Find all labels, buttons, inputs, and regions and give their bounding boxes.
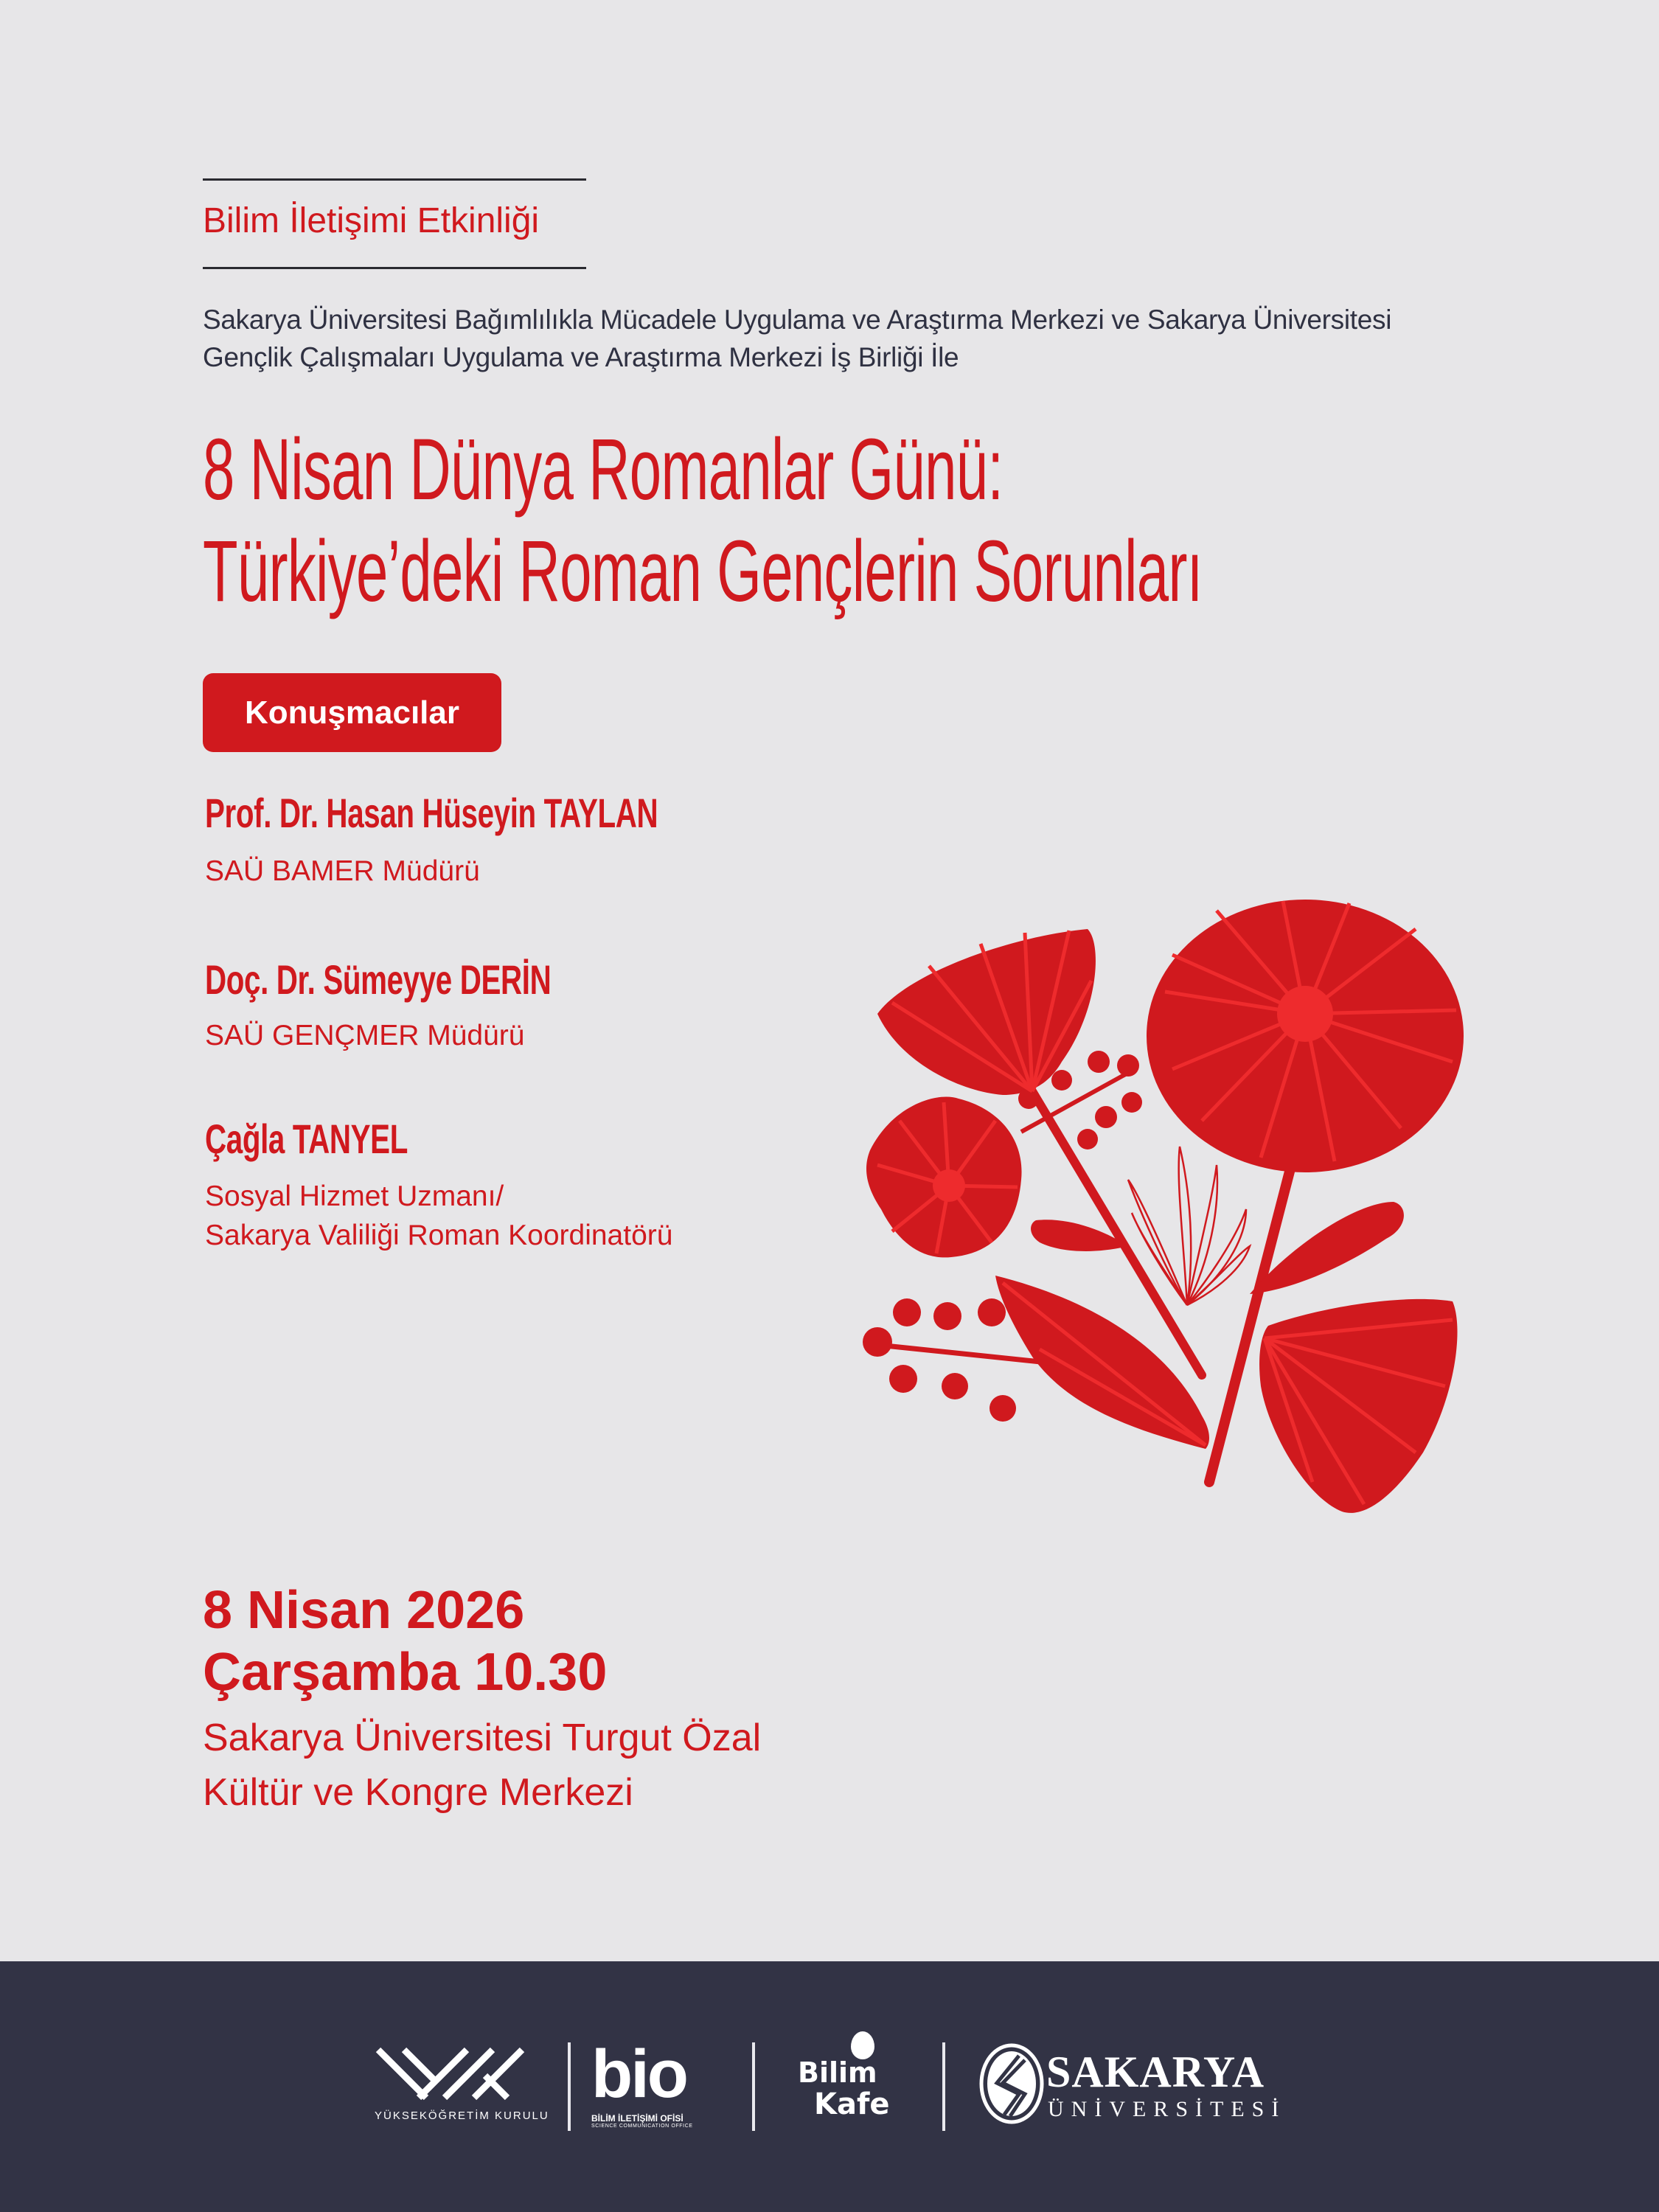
event-day-time: Çarşamba 10.30 [203, 1643, 608, 1702]
sakarya-emblem-icon [978, 2042, 1045, 2125]
speaker-role [205, 1016, 524, 1055]
organizer-intro [203, 301, 1391, 376]
logo-divider [752, 2042, 755, 2131]
bilim-kafe-line2: Kafe [814, 2087, 890, 2121]
flower-illustration [848, 885, 1475, 1585]
flower-icon [848, 885, 1475, 1585]
bio-logo [591, 2037, 724, 2137]
speakers-badge [203, 673, 501, 752]
yok-caption: YÜKSEKÖĞRETİM KURULU [375, 2110, 549, 2122]
speakers-badge-label: Konuşmacılar [245, 694, 459, 731]
event-venue [203, 1711, 761, 1820]
bio-mark: bio [591, 2037, 686, 2112]
speech-bubble-icon [851, 2031, 874, 2059]
title-line: 8 Nisan Dünya Romanlar Günü: [203, 421, 1004, 518]
speaker-name: Prof. Dr. Hasan Hüseyin TAYLAN [205, 790, 658, 836]
yok-logo [375, 2046, 549, 2135]
intro-line: Gençlik Çalışmaları Uygulama ve Araştırma Merkezi İş Birliği İle [203, 342, 959, 372]
top-divider [203, 178, 586, 181]
bilim-kafe-logo [798, 2031, 901, 2135]
venue-line: Sakarya Üniversitesi Turgut Özal [203, 1717, 762, 1759]
speaker-role-line: SAÜ BAMER Müdürü [205, 855, 480, 887]
event-kicker: Bilim İletişimi Etkinliği [203, 201, 540, 240]
bilim-kafe-line1: Bilim [798, 2056, 877, 2089]
title-line: Türkiye’deki Roman Gençlerin Sorunları [203, 523, 1203, 620]
intro-line: Sakarya Üniversitesi Bağımlılıkla Mücadele Uygulama ve Araştırma Merkezi ve Sakarya Üniversitesi [203, 305, 1392, 335]
kicker-divider [203, 267, 586, 269]
yok-mark-icon [375, 2046, 537, 2105]
page-title [203, 419, 1203, 622]
venue-line: Kültür ve Kongre Merkezi [203, 1771, 633, 1814]
speaker-role [205, 1177, 672, 1255]
speaker-role-line: Sakarya Valiliği Roman Koordinatörü [205, 1220, 673, 1251]
logo-divider [942, 2042, 945, 2131]
logo-divider [568, 2042, 571, 2131]
speaker-name: Çağla TANYEL [205, 1116, 408, 1162]
sakarya-university-logo [978, 2041, 1288, 2129]
speaker-role-line: Sosyal Hizmet Uzmanı/ [205, 1180, 504, 1212]
speaker-role-line: SAÜ GENÇMER Müdürü [205, 1020, 525, 1051]
event-date-block [203, 1579, 607, 1703]
event-date: 8 Nisan 2026 [203, 1581, 525, 1640]
bio-caption: BİLİM İLETİŞİMİ OFİSİ [591, 2113, 684, 2124]
speaker-name: Doç. Dr. Sümeyye DERİN [205, 956, 552, 1003]
universitesi-wordmark: ÜNİVERSİTESİ [1048, 2097, 1287, 2121]
speaker-role [205, 852, 480, 891]
bio-subcaption: SCIENCE COMMUNICATION OFFICE [591, 2124, 693, 2129]
sakarya-wordmark: SAKARYA [1046, 2048, 1265, 2096]
